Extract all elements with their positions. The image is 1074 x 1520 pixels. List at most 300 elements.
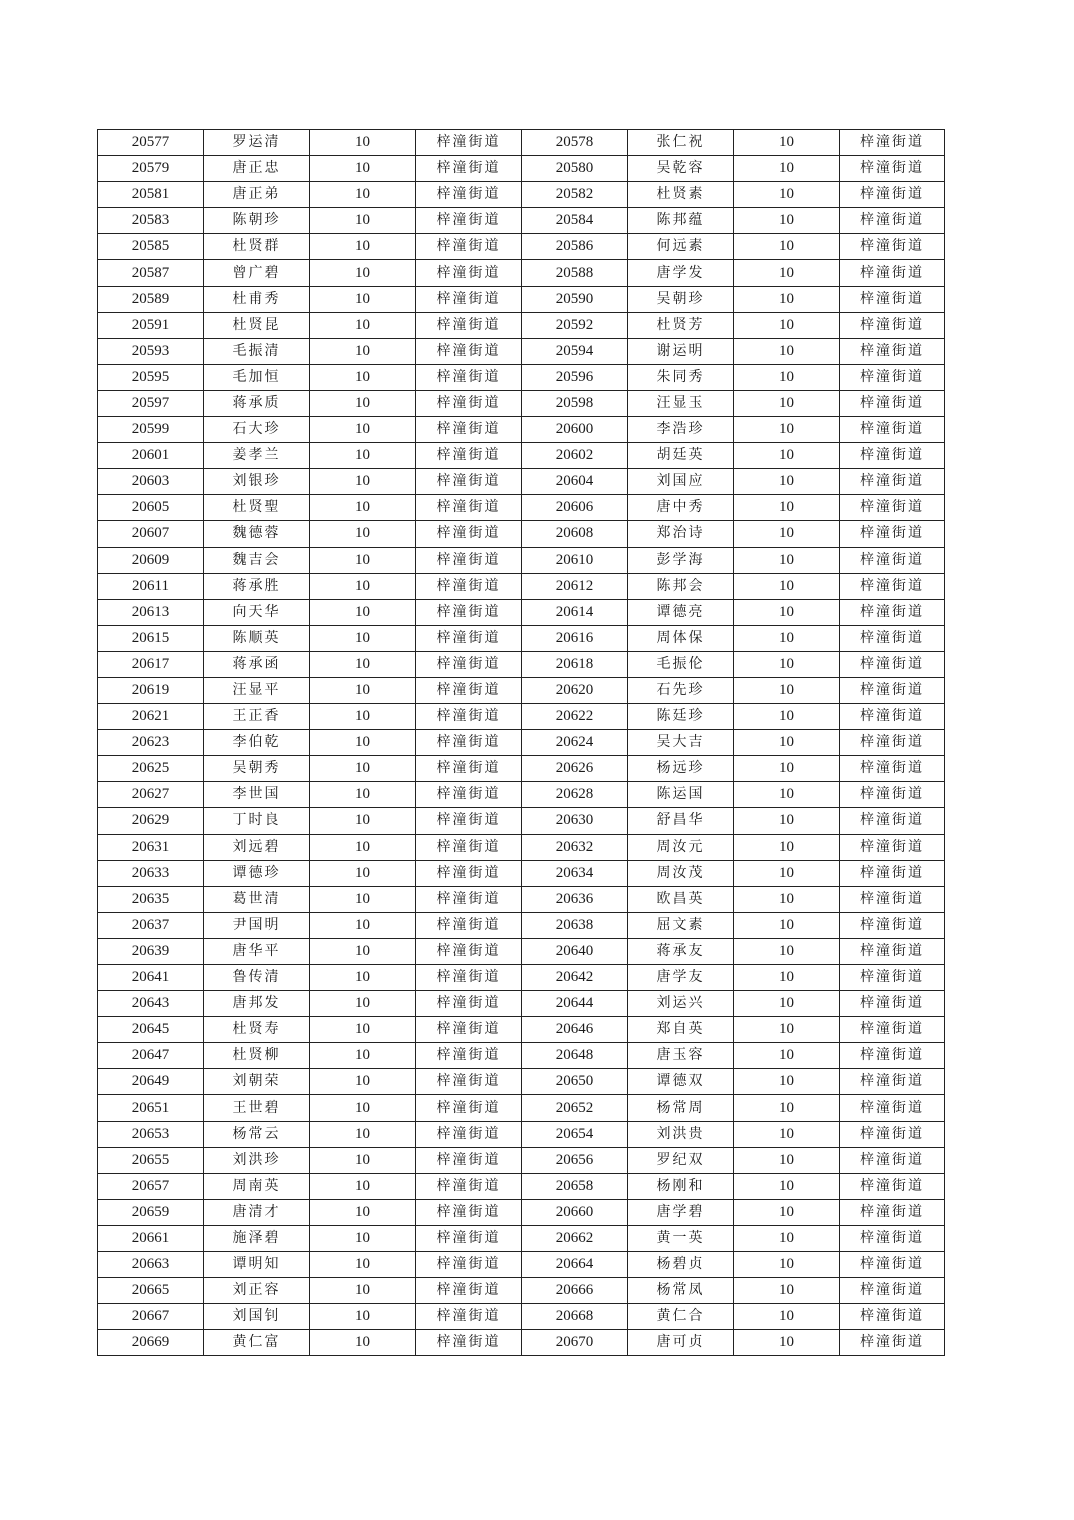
- table-row: [98, 1199, 945, 1225]
- person-name-cell: 杜甫秀: [204, 286, 310, 312]
- amount-cell: 10: [734, 234, 840, 260]
- amount-cell: 10: [734, 886, 840, 912]
- amount-cell: 10: [310, 182, 416, 208]
- record-id-cell: 20629: [98, 808, 204, 834]
- table-row: [98, 1173, 945, 1199]
- amount-cell: 10: [734, 208, 840, 234]
- record-id-cell: 20646: [522, 1017, 628, 1043]
- table-row: [98, 938, 945, 964]
- table-row: [98, 912, 945, 938]
- street-name-cell: 梓潼街道: [840, 364, 945, 390]
- amount-cell: 10: [734, 730, 840, 756]
- street-name-cell: 梓潼街道: [416, 208, 522, 234]
- record-id-cell: 20641: [98, 965, 204, 991]
- record-id-cell: 20642: [522, 965, 628, 991]
- person-name-cell: 黄一英: [628, 1225, 734, 1251]
- amount-cell: 10: [310, 886, 416, 912]
- record-id-cell: 20578: [522, 130, 628, 156]
- street-name-cell: 梓潼街道: [840, 756, 945, 782]
- record-id-cell: 20658: [522, 1173, 628, 1199]
- amount-cell: 10: [310, 443, 416, 469]
- person-name-cell: 谭德亮: [628, 599, 734, 625]
- amount-cell: 10: [734, 521, 840, 547]
- street-name-cell: 梓潼街道: [840, 1147, 945, 1173]
- person-name-cell: 周南英: [204, 1173, 310, 1199]
- record-id-cell: 20620: [522, 677, 628, 703]
- record-id-cell: 20626: [522, 756, 628, 782]
- street-name-cell: 梓潼街道: [840, 677, 945, 703]
- record-id-cell: 20635: [98, 886, 204, 912]
- amount-cell: 10: [734, 1304, 840, 1330]
- amount-cell: 10: [310, 1069, 416, 1095]
- amount-cell: 10: [734, 364, 840, 390]
- table-row: [98, 364, 945, 390]
- amount-cell: 10: [310, 1278, 416, 1304]
- amount-cell: 10: [734, 860, 840, 886]
- record-id-cell: 20599: [98, 417, 204, 443]
- street-name-cell: 梓潼街道: [416, 704, 522, 730]
- person-name-cell: 吴朝秀: [204, 756, 310, 782]
- record-id-cell: 20666: [522, 1278, 628, 1304]
- record-id-cell: 20622: [522, 704, 628, 730]
- amount-cell: 10: [310, 1095, 416, 1121]
- record-id-cell: 20611: [98, 573, 204, 599]
- street-name-cell: 梓潼街道: [416, 991, 522, 1017]
- record-id-cell: 20670: [522, 1330, 628, 1356]
- amount-cell: 10: [310, 625, 416, 651]
- street-name-cell: 梓潼街道: [416, 417, 522, 443]
- person-name-cell: 罗纪双: [628, 1147, 734, 1173]
- table-row: [98, 286, 945, 312]
- person-name-cell: 汪显平: [204, 677, 310, 703]
- street-name-cell: 梓潼街道: [416, 234, 522, 260]
- person-name-cell: 曾广碧: [204, 260, 310, 286]
- person-name-cell: 唐学碧: [628, 1199, 734, 1225]
- record-id-cell: 20638: [522, 912, 628, 938]
- person-name-cell: 杨常周: [628, 1095, 734, 1121]
- record-id-cell: 20664: [522, 1252, 628, 1278]
- street-name-cell: 梓潼街道: [416, 521, 522, 547]
- street-name-cell: 梓潼街道: [416, 1330, 522, 1356]
- table-row: [98, 1330, 945, 1356]
- person-name-cell: 谭明知: [204, 1252, 310, 1278]
- record-id-cell: 20588: [522, 260, 628, 286]
- street-name-cell: 梓潼街道: [840, 834, 945, 860]
- record-id-cell: 20584: [522, 208, 628, 234]
- person-name-cell: 唐可贞: [628, 1330, 734, 1356]
- person-name-cell: 魏吉会: [204, 547, 310, 573]
- amount-cell: 10: [734, 573, 840, 599]
- table-row: [98, 599, 945, 625]
- amount-cell: 10: [310, 260, 416, 286]
- street-name-cell: 梓潼街道: [416, 286, 522, 312]
- record-id-cell: 20614: [522, 599, 628, 625]
- amount-cell: 10: [310, 1199, 416, 1225]
- street-name-cell: 梓潼街道: [840, 599, 945, 625]
- person-name-cell: 刘国应: [628, 469, 734, 495]
- amount-cell: 10: [734, 547, 840, 573]
- person-name-cell: 胡廷英: [628, 443, 734, 469]
- amount-cell: 10: [734, 991, 840, 1017]
- record-id-cell: 20649: [98, 1069, 204, 1095]
- amount-cell: 10: [310, 1147, 416, 1173]
- street-name-cell: 梓潼街道: [840, 1330, 945, 1356]
- person-name-cell: 唐中秀: [628, 495, 734, 521]
- record-id-cell: 20655: [98, 1147, 204, 1173]
- record-id-cell: 20628: [522, 782, 628, 808]
- record-id-cell: 20598: [522, 390, 628, 416]
- table-row: [98, 390, 945, 416]
- record-id-cell: 20625: [98, 756, 204, 782]
- street-name-cell: 梓潼街道: [416, 651, 522, 677]
- amount-cell: 10: [734, 912, 840, 938]
- street-name-cell: 梓潼街道: [840, 1304, 945, 1330]
- street-name-cell: 梓潼街道: [416, 1121, 522, 1147]
- table-row: [98, 808, 945, 834]
- street-name-cell: 梓潼街道: [840, 1069, 945, 1095]
- record-id-cell: 20603: [98, 469, 204, 495]
- street-name-cell: 梓潼街道: [416, 443, 522, 469]
- record-id-cell: 20602: [522, 443, 628, 469]
- amount-cell: 10: [734, 651, 840, 677]
- person-name-cell: 周汝元: [628, 834, 734, 860]
- amount-cell: 10: [310, 156, 416, 182]
- person-name-cell: 刘国钊: [204, 1304, 310, 1330]
- amount-cell: 10: [310, 938, 416, 964]
- person-name-cell: 谭德珍: [204, 860, 310, 886]
- table-row: [98, 1095, 945, 1121]
- amount-cell: 10: [734, 599, 840, 625]
- amount-cell: 10: [310, 130, 416, 156]
- person-name-cell: 李浩珍: [628, 417, 734, 443]
- street-name-cell: 梓潼街道: [840, 338, 945, 364]
- amount-cell: 10: [734, 417, 840, 443]
- person-name-cell: 杨碧贞: [628, 1252, 734, 1278]
- street-name-cell: 梓潼街道: [840, 521, 945, 547]
- amount-cell: 10: [734, 1121, 840, 1147]
- amount-cell: 10: [734, 156, 840, 182]
- person-name-cell: 杜贤聖: [204, 495, 310, 521]
- record-id-cell: 20608: [522, 521, 628, 547]
- amount-cell: 10: [734, 130, 840, 156]
- amount-cell: 10: [734, 469, 840, 495]
- record-id-cell: 20661: [98, 1225, 204, 1251]
- table-row: [98, 704, 945, 730]
- amount-cell: 10: [310, 469, 416, 495]
- person-name-cell: 唐邦发: [204, 991, 310, 1017]
- table-row: [98, 991, 945, 1017]
- record-id-cell: 20647: [98, 1043, 204, 1069]
- person-name-cell: 罗运清: [204, 130, 310, 156]
- record-id-cell: 20623: [98, 730, 204, 756]
- person-name-cell: 毛加恒: [204, 364, 310, 390]
- person-name-cell: 彭学海: [628, 547, 734, 573]
- amount-cell: 10: [310, 599, 416, 625]
- amount-cell: 10: [310, 1252, 416, 1278]
- amount-cell: 10: [734, 1225, 840, 1251]
- amount-cell: 10: [310, 1173, 416, 1199]
- amount-cell: 10: [310, 965, 416, 991]
- person-name-cell: 杜贤昆: [204, 312, 310, 338]
- person-name-cell: 石大珍: [204, 417, 310, 443]
- street-name-cell: 梓潼街道: [840, 625, 945, 651]
- amount-cell: 10: [734, 756, 840, 782]
- person-name-cell: 唐清才: [204, 1199, 310, 1225]
- table-row: [98, 625, 945, 651]
- street-name-cell: 梓潼街道: [840, 1043, 945, 1069]
- person-name-cell: 蒋承质: [204, 390, 310, 416]
- street-name-cell: 梓潼街道: [840, 260, 945, 286]
- record-id-cell: 20621: [98, 704, 204, 730]
- street-name-cell: 梓潼街道: [840, 1095, 945, 1121]
- person-name-cell: 杜贤柳: [204, 1043, 310, 1069]
- person-name-cell: 黄仁富: [204, 1330, 310, 1356]
- person-name-cell: 张仁祝: [628, 130, 734, 156]
- street-name-cell: 梓潼街道: [416, 938, 522, 964]
- street-name-cell: 梓潼街道: [416, 338, 522, 364]
- amount-cell: 10: [734, 338, 840, 364]
- person-name-cell: 唐玉容: [628, 1043, 734, 1069]
- amount-cell: 10: [310, 521, 416, 547]
- table-row: [98, 260, 945, 286]
- person-name-cell: 李世国: [204, 782, 310, 808]
- record-id-cell: 20624: [522, 730, 628, 756]
- record-id-cell: 20604: [522, 469, 628, 495]
- record-id-cell: 20648: [522, 1043, 628, 1069]
- amount-cell: 10: [734, 286, 840, 312]
- person-name-cell: 吴乾容: [628, 156, 734, 182]
- amount-cell: 10: [310, 364, 416, 390]
- street-name-cell: 梓潼街道: [416, 390, 522, 416]
- street-name-cell: 梓潼街道: [416, 756, 522, 782]
- record-id-cell: 20594: [522, 338, 628, 364]
- street-name-cell: 梓潼街道: [840, 234, 945, 260]
- record-id-cell: 20595: [98, 364, 204, 390]
- person-name-cell: 陈廷珍: [628, 704, 734, 730]
- amount-cell: 10: [734, 938, 840, 964]
- person-name-cell: 姜孝兰: [204, 443, 310, 469]
- record-id-cell: 20605: [98, 495, 204, 521]
- street-name-cell: 梓潼街道: [416, 625, 522, 651]
- person-name-cell: 陈邦蕴: [628, 208, 734, 234]
- person-name-cell: 毛振清: [204, 338, 310, 364]
- record-id-cell: 20600: [522, 417, 628, 443]
- record-id-cell: 20644: [522, 991, 628, 1017]
- record-id-cell: 20606: [522, 495, 628, 521]
- street-name-cell: 梓潼街道: [416, 495, 522, 521]
- person-name-cell: 唐正弟: [204, 182, 310, 208]
- street-name-cell: 梓潼街道: [840, 573, 945, 599]
- table-row: [98, 469, 945, 495]
- person-name-cell: 杨远珍: [628, 756, 734, 782]
- table-row: [98, 1121, 945, 1147]
- street-name-cell: 梓潼街道: [416, 182, 522, 208]
- record-id-cell: 20634: [522, 860, 628, 886]
- person-name-cell: 谭德双: [628, 1069, 734, 1095]
- street-name-cell: 梓潼街道: [416, 130, 522, 156]
- amount-cell: 10: [734, 965, 840, 991]
- amount-cell: 10: [310, 312, 416, 338]
- amount-cell: 10: [310, 991, 416, 1017]
- person-name-cell: 丁时良: [204, 808, 310, 834]
- street-name-cell: 梓潼街道: [840, 730, 945, 756]
- amount-cell: 10: [310, 808, 416, 834]
- record-id-cell: 20667: [98, 1304, 204, 1330]
- record-id-cell: 20633: [98, 860, 204, 886]
- street-name-cell: 梓潼街道: [416, 730, 522, 756]
- roster-table: [97, 129, 945, 1356]
- record-id-cell: 20650: [522, 1069, 628, 1095]
- table-row: [98, 208, 945, 234]
- street-name-cell: 梓潼街道: [416, 886, 522, 912]
- street-name-cell: 梓潼街道: [416, 1304, 522, 1330]
- street-name-cell: 梓潼街道: [840, 495, 945, 521]
- record-id-cell: 20616: [522, 625, 628, 651]
- record-id-cell: 20619: [98, 677, 204, 703]
- street-name-cell: 梓潼街道: [416, 860, 522, 886]
- amount-cell: 10: [734, 495, 840, 521]
- amount-cell: 10: [734, 1252, 840, 1278]
- table-row: [98, 1225, 945, 1251]
- table-row: [98, 886, 945, 912]
- record-id-cell: 20618: [522, 651, 628, 677]
- table-row: [98, 1278, 945, 1304]
- amount-cell: 10: [734, 1095, 840, 1121]
- record-id-cell: 20596: [522, 364, 628, 390]
- street-name-cell: 梓潼街道: [840, 782, 945, 808]
- table-row: [98, 677, 945, 703]
- person-name-cell: 刘洪贵: [628, 1121, 734, 1147]
- person-name-cell: 葛世清: [204, 886, 310, 912]
- street-name-cell: 梓潼街道: [416, 1043, 522, 1069]
- record-id-cell: 20669: [98, 1330, 204, 1356]
- record-id-cell: 20587: [98, 260, 204, 286]
- table-row: [98, 547, 945, 573]
- person-name-cell: 唐正忠: [204, 156, 310, 182]
- person-name-cell: 杨常云: [204, 1121, 310, 1147]
- street-name-cell: 梓潼街道: [416, 573, 522, 599]
- record-id-cell: 20581: [98, 182, 204, 208]
- amount-cell: 10: [734, 312, 840, 338]
- person-name-cell: 魏德蓉: [204, 521, 310, 547]
- amount-cell: 10: [734, 625, 840, 651]
- street-name-cell: 梓潼街道: [840, 886, 945, 912]
- street-name-cell: 梓潼街道: [416, 912, 522, 938]
- table-row: [98, 182, 945, 208]
- record-id-cell: 20586: [522, 234, 628, 260]
- street-name-cell: 梓潼街道: [840, 417, 945, 443]
- amount-cell: 10: [310, 417, 416, 443]
- amount-cell: 10: [310, 730, 416, 756]
- street-name-cell: 梓潼街道: [416, 364, 522, 390]
- person-name-cell: 王正香: [204, 704, 310, 730]
- amount-cell: 10: [310, 756, 416, 782]
- amount-cell: 10: [310, 704, 416, 730]
- amount-cell: 10: [310, 782, 416, 808]
- street-name-cell: 梓潼街道: [840, 991, 945, 1017]
- person-name-cell: 刘远碧: [204, 834, 310, 860]
- amount-cell: 10: [310, 651, 416, 677]
- street-name-cell: 梓潼街道: [840, 1199, 945, 1225]
- person-name-cell: 鲁传清: [204, 965, 310, 991]
- person-name-cell: 刘朝荣: [204, 1069, 310, 1095]
- record-id-cell: 20632: [522, 834, 628, 860]
- person-name-cell: 杜贤群: [204, 234, 310, 260]
- amount-cell: 10: [310, 286, 416, 312]
- amount-cell: 10: [310, 677, 416, 703]
- street-name-cell: 梓潼街道: [416, 1147, 522, 1173]
- table-row: [98, 1147, 945, 1173]
- record-id-cell: 20580: [522, 156, 628, 182]
- record-id-cell: 20589: [98, 286, 204, 312]
- person-name-cell: 杨刚和: [628, 1173, 734, 1199]
- record-id-cell: 20579: [98, 156, 204, 182]
- table-row: [98, 234, 945, 260]
- street-name-cell: 梓潼街道: [416, 312, 522, 338]
- amount-cell: 10: [310, 912, 416, 938]
- record-id-cell: 20654: [522, 1121, 628, 1147]
- person-name-cell: 唐华平: [204, 938, 310, 964]
- table-row: [98, 1304, 945, 1330]
- person-name-cell: 吴朝珍: [628, 286, 734, 312]
- street-name-cell: 梓潼街道: [416, 469, 522, 495]
- record-id-cell: 20610: [522, 547, 628, 573]
- person-name-cell: 蒋承友: [628, 938, 734, 964]
- street-name-cell: 梓潼街道: [840, 286, 945, 312]
- street-name-cell: 梓潼街道: [416, 1225, 522, 1251]
- record-id-cell: 20613: [98, 599, 204, 625]
- person-name-cell: 杜贤寿: [204, 1017, 310, 1043]
- street-name-cell: 梓潼街道: [416, 1173, 522, 1199]
- record-id-cell: 20645: [98, 1017, 204, 1043]
- table-row: [98, 573, 945, 599]
- person-name-cell: 刘运兴: [628, 991, 734, 1017]
- street-name-cell: 梓潼街道: [416, 1252, 522, 1278]
- record-id-cell: 20639: [98, 938, 204, 964]
- street-name-cell: 梓潼街道: [840, 965, 945, 991]
- street-name-cell: 梓潼街道: [416, 1278, 522, 1304]
- person-name-cell: 蒋承胜: [204, 573, 310, 599]
- person-name-cell: 刘正容: [204, 1278, 310, 1304]
- record-id-cell: 20652: [522, 1095, 628, 1121]
- table-row: [98, 965, 945, 991]
- amount-cell: 10: [734, 677, 840, 703]
- record-id-cell: 20660: [522, 1199, 628, 1225]
- person-name-cell: 李伯乾: [204, 730, 310, 756]
- street-name-cell: 梓潼街道: [416, 965, 522, 991]
- amount-cell: 10: [734, 1017, 840, 1043]
- record-id-cell: 20612: [522, 573, 628, 599]
- amount-cell: 10: [734, 390, 840, 416]
- amount-cell: 10: [734, 1278, 840, 1304]
- street-name-cell: 梓潼街道: [840, 208, 945, 234]
- table-row: [98, 312, 945, 338]
- amount-cell: 10: [310, 1043, 416, 1069]
- record-id-cell: 20582: [522, 182, 628, 208]
- amount-cell: 10: [310, 495, 416, 521]
- table-row: [98, 443, 945, 469]
- street-name-cell: 梓潼街道: [840, 547, 945, 573]
- person-name-cell: 刘洪珍: [204, 1147, 310, 1173]
- table-row: [98, 756, 945, 782]
- table-row: [98, 130, 945, 156]
- record-id-cell: 20662: [522, 1225, 628, 1251]
- record-id-cell: 20663: [98, 1252, 204, 1278]
- street-name-cell: 梓潼街道: [840, 1017, 945, 1043]
- street-name-cell: 梓潼街道: [416, 1199, 522, 1225]
- record-id-cell: 20636: [522, 886, 628, 912]
- street-name-cell: 梓潼街道: [840, 1173, 945, 1199]
